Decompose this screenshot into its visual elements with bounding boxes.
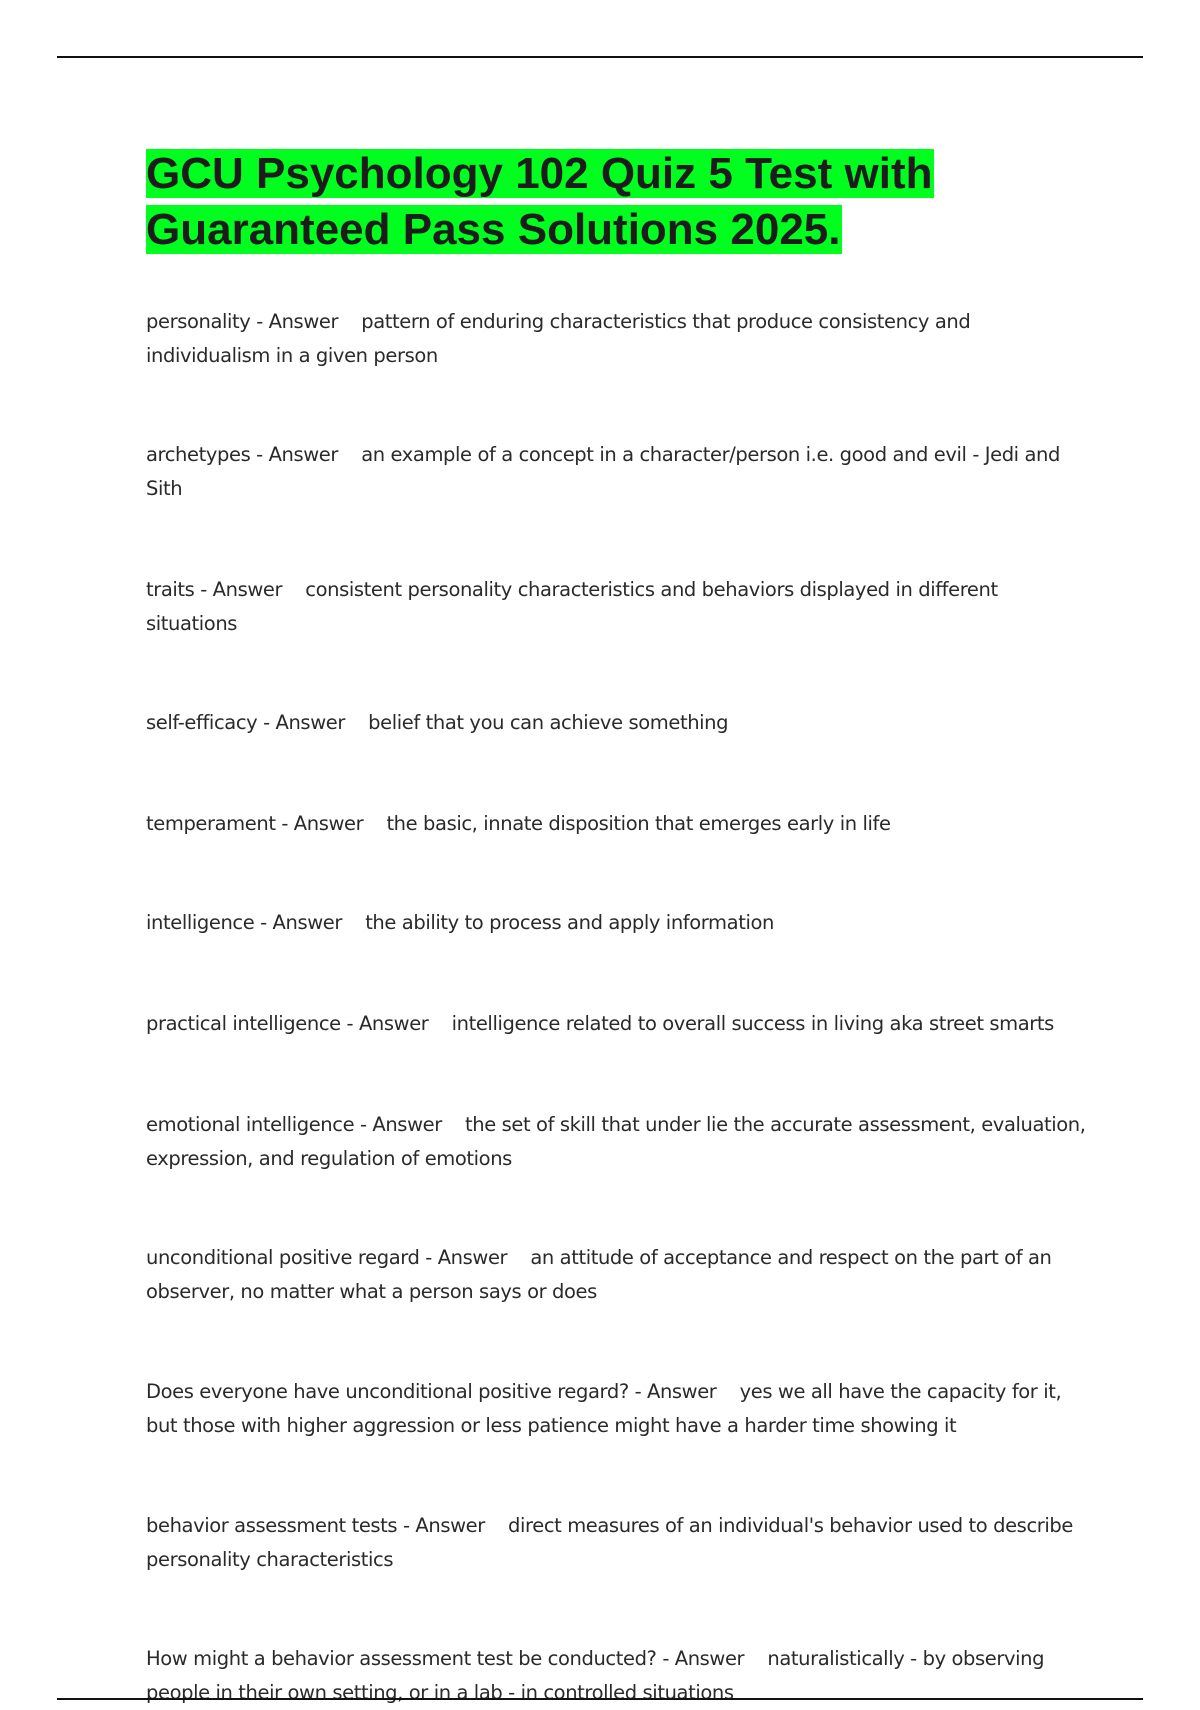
answer-separator: - Answer [340,1012,429,1035]
qa-definition: consistent personality characteristics and behaviors displayed in different situations [146,578,998,635]
qa-term: How might a behavior assessment test be conducted? [146,1647,657,1670]
qa-term: intelligence [146,911,255,934]
qa-entry [146,1509,1086,1577]
qa-definition: naturalistically - by observing people in their own setting, or in a lab - in controlled situations [146,1647,1045,1704]
qa-entry [146,807,1086,841]
qa-definition: an attitude of acceptance and respect on the part of an observer, no matter what a person says or does [146,1246,1052,1303]
qa-term: Does everyone have unconditional positive regard? [146,1380,629,1403]
answer-separator: - Answer [656,1647,745,1670]
qa-entry [146,573,1086,641]
qa-term: temperament [146,812,276,835]
document-title [146,146,1096,258]
answer-separator: - Answer [250,443,338,466]
title-highlight: GCU Psychology 102 Quiz 5 Test with Guaranteed Pass Solutions 2025. [146,149,933,254]
qa-entry [146,1241,1086,1309]
qa-definition: pattern of enduring characteristics that produce consistency and individualism in a given person [146,310,971,367]
qa-term: self-efficacy [146,711,258,734]
qa-term: personality [146,310,251,333]
answer-separator: - Answer [628,1380,717,1403]
qa-term: behavior assessment tests [146,1514,398,1537]
qa-term: traits [146,578,195,601]
qa-term: emotional intelligence [146,1113,355,1136]
answer-separator: - Answer [419,1246,508,1269]
qa-entry [146,706,1086,740]
qa-entry [146,1375,1086,1443]
qa-definition: the ability to process and apply information [365,911,774,934]
qa-definition: direct measures of an individual's behavior used to describe personality characteristics [146,1514,1073,1571]
qa-entry [146,438,1086,506]
qa-definition: the set of skill that under lie the accurate assessment, evaluation, expression, and regulation of emotions [146,1113,1086,1170]
answer-separator: - Answer [397,1514,485,1537]
answer-separator: - Answer [354,1113,442,1136]
qa-term: practical intelligence [146,1012,341,1035]
qa-entry [146,305,1086,373]
qa-definition: intelligence related to overall success in living aka street smarts [451,1012,1054,1035]
qa-definition: the basic, innate disposition that emerges early in life [386,812,891,835]
qa-entry [146,1007,1086,1041]
answer-separator: - Answer [194,578,283,601]
qa-definition: belief that you can achieve something [368,711,729,734]
answer-separator: - Answer [254,911,342,934]
qa-entry [146,906,1086,940]
answer-separator: - Answer [250,310,339,333]
qa-entry [146,1108,1086,1176]
qa-definition: yes we all have the capacity for it, but those with higher aggression or less patience might have a harder time showing it [146,1380,1062,1437]
answer-separator: - Answer [275,812,364,835]
qa-term: archetypes [146,443,251,466]
qa-term: unconditional positive regard [146,1246,420,1269]
top-rule [57,56,1143,58]
answer-separator: - Answer [257,711,345,734]
qa-definition: an example of a concept in a character/person i.e. good and evil - Jedi and Sith [146,443,1060,500]
